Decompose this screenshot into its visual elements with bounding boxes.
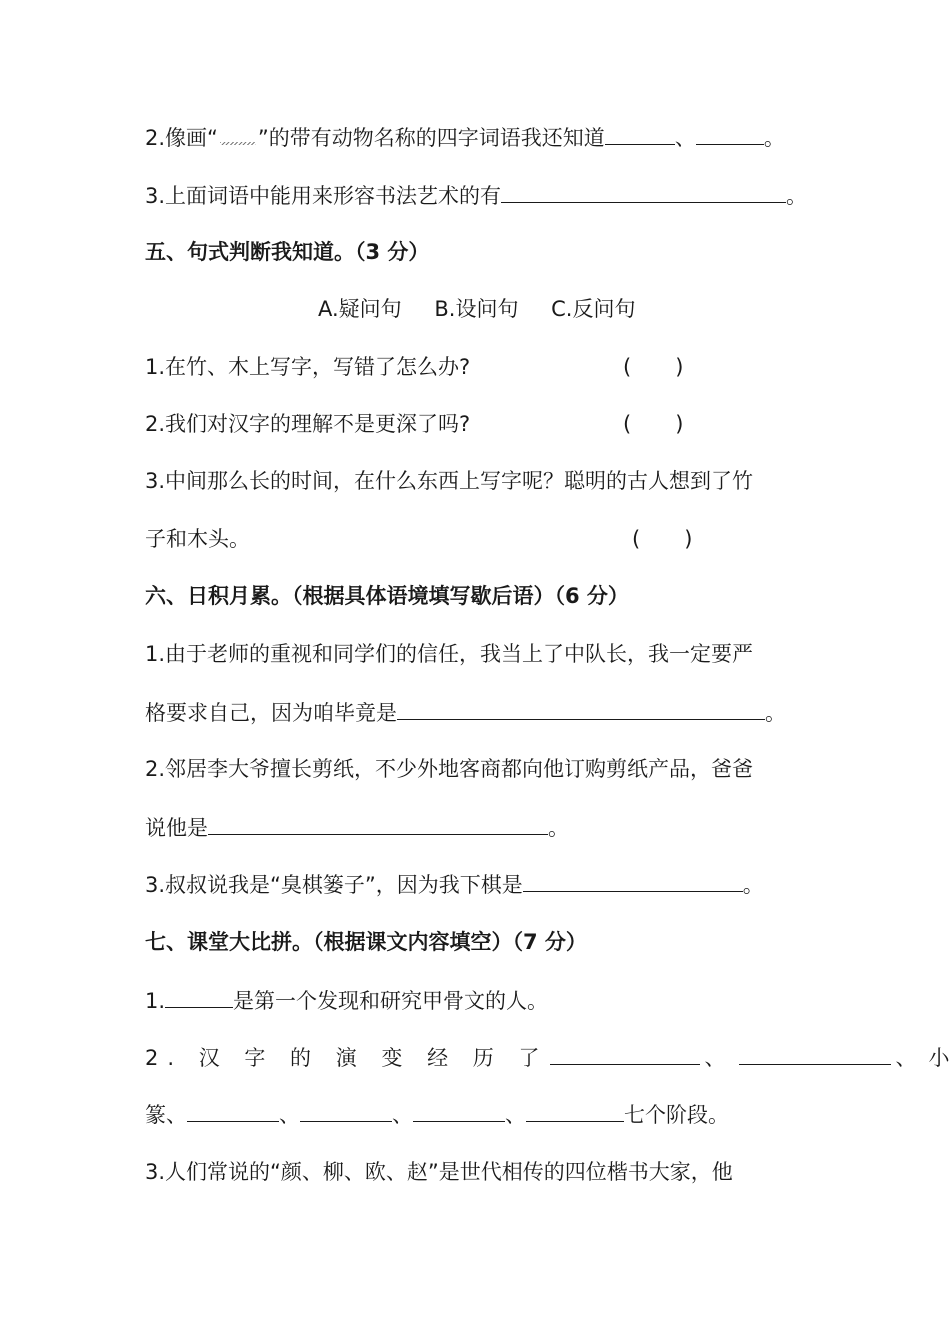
answer-blank[interactable] [501, 180, 786, 203]
q7-item1: 1. 是第一个发现和研究甲骨文的人。 [145, 985, 548, 1015]
q7-item2-cont: 篆、 、 、 、 七个阶段。 [145, 1099, 729, 1129]
answer-blank[interactable] [696, 122, 764, 145]
q4-item2: 2.像画“ ”的带有动物名称的四字词语我还知道 、 。 [145, 122, 785, 152]
q6-item2-cont: 说他是 。 [145, 812, 569, 842]
answer-blank[interactable] [413, 1099, 505, 1122]
answer-blank[interactable] [523, 869, 743, 892]
answer-blank[interactable] [300, 1099, 392, 1122]
wavy-blank[interactable] [218, 123, 258, 145]
q7-item2: 2. 汉 字 的 演 变 经 历 了 、 、 小 [145, 1042, 949, 1072]
q6-item2: 2.邻居李大爷擅长剪纸，不少外地客商都向他订购剪纸产品，爸爸 [145, 757, 754, 781]
answer-blank[interactable] [550, 1042, 700, 1065]
answer-parens[interactable]: ( ) [623, 355, 684, 379]
answer-parens[interactable]: ( ) [632, 527, 693, 551]
answer-blank[interactable] [526, 1099, 624, 1122]
answer-blank[interactable] [165, 985, 233, 1008]
q5-item2: 2.我们对汉字的理解不是更深了吗? [145, 412, 471, 436]
q5-item1: 1.在竹、木上写字，写错了怎么办? [145, 355, 471, 379]
answer-blank[interactable] [208, 812, 548, 835]
q6-item3: 3.叔叔说我是“臭棋篓子”，因为我下棋是 。 [145, 869, 764, 899]
option-c: C.反问句 [551, 297, 636, 321]
answer-blank[interactable] [739, 1042, 891, 1065]
answer-blank[interactable] [187, 1099, 279, 1122]
answer-parens[interactable]: ( ) [623, 412, 684, 436]
option-b: B.设问句 [434, 297, 519, 321]
section-title: 五、句式判断我知道。（3 分） [145, 240, 430, 264]
q5-item3-cont: 子和木头。 [145, 527, 250, 551]
options-row [318, 294, 635, 324]
answer-blank[interactable] [605, 122, 675, 145]
q5-item3: 3.中间那么长的时间，在什么东西上写字呢？聪明的古人想到了竹 [145, 469, 754, 493]
option-a: A.疑问句 [318, 297, 402, 321]
answer-blank[interactable] [397, 697, 765, 720]
section-title: 六、日积月累。（根据具体语境填写歇后语）（6 分） [145, 584, 629, 608]
q4-item3: 3.上面词语中能用来形容书法艺术的有 。 [145, 180, 807, 210]
section-title: 七、课堂大比拼。（根据课文内容填空）（7 分） [145, 930, 587, 954]
q6-item1: 1.由于老师的重视和同学们的信任，我当上了中队长，我一定要严 [145, 642, 754, 666]
q7-item3: 3.人们常说的“颜、柳、欧、赵”是世代相传的四位楷书大家，他 [145, 1160, 733, 1184]
q6-item1-cont: 格要求自己，因为咱毕竟是 。 [145, 697, 786, 727]
